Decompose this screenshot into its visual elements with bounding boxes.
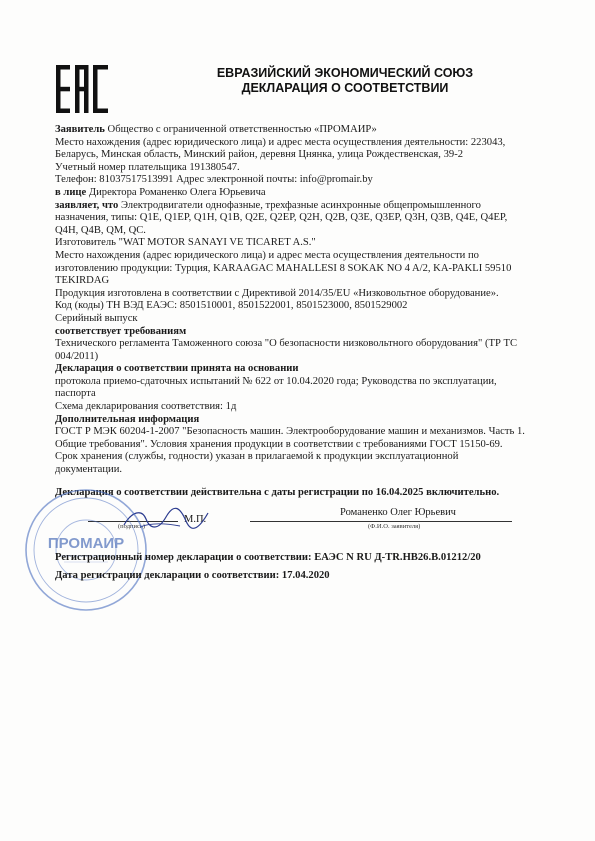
manufacturer-name: Изготовитель "WAT MOTOR SANAYI VE TICARET A.S." — [55, 237, 316, 249]
applicant-contacts: Телефон: 81037517513991 Адрес электронной почты: info@promair.by — [55, 174, 373, 186]
declares-text: Электродвигатели однофазные, трехфазные асинхронные общепромышленного — [118, 199, 481, 211]
applicant-name: Общество с ограниченной ответственностью «ПРОМАИР» — [104, 124, 377, 135]
additional-info-line-4: документации. — [55, 464, 123, 476]
eac-mark-logo — [55, 64, 109, 114]
customs-codes: Код (коды) ТН ВЭД ЕАЭС: 8501510001, 8501522001, 8501523000, 8501529002 — [55, 300, 408, 312]
registration-date-label: Дата регистрации декларации о соответствии: — [55, 570, 282, 581]
header-declaration-title: ДЕКЛАРАЦИЯ О СООТВЕТСТВИИ — [241, 81, 449, 95]
applicant-label: Заявитель — [55, 124, 105, 135]
basis-label: Декларация о соответствии принята на основании — [55, 363, 299, 375]
applicant-representative — [55, 187, 550, 200]
registration-date-line — [55, 570, 330, 581]
conformity-line-2: 004/2011) — [55, 350, 99, 362]
additional-info-line-2: Общие требования". Условия хранения продукции в соответствии с требованиями ГОСТ 15150-69. — [55, 438, 503, 450]
in-person-label: в лице — [55, 186, 87, 198]
additional-info-label: Дополнительная информация — [55, 413, 200, 425]
signatory-name: Романенко Олег Юрьевич — [340, 507, 456, 518]
basis-line-2: паспорта — [55, 388, 96, 400]
manufacturer-address-1: Место нахождения (адрес юридического лица) и адрес места осуществления деятельности по — [55, 249, 479, 261]
registration-number-line — [55, 552, 481, 563]
additional-info-line-3: Срок хранения (службы, годности) указан в прилагаемой к продукции эксплуатационной — [55, 451, 459, 463]
applicant-tax-id: Учетный номер плательщика 191380547. — [55, 161, 240, 173]
registration-date: 17.04.2020 — [281, 570, 330, 581]
declares-line-1 — [55, 200, 550, 213]
validity-statement: Декларация о соответствии действительна с даты регистрации по 16.04.2025 включительно. — [55, 486, 500, 498]
applicant-address-2: Беларусь, Минская область, Минский район, деревня Цнянка, улица Рождественская, 39-2 — [55, 149, 464, 161]
document-header — [175, 66, 515, 96]
header-union-title: ЕВРАЗИЙСКИЙ ЭКОНОМИЧЕСКИЙ СОЮЗ — [216, 66, 474, 80]
registration-number-label: Регистрационный номер декларации о соответствии: — [55, 552, 315, 563]
declares-label: заявляет, что — [55, 199, 119, 211]
applicant-address-1: Место нахождения (адрес юридического лица) и адрес места осуществления деятельности: 223043, — [55, 136, 506, 148]
signature-caption: (подпись) — [118, 523, 145, 530]
applicant-line — [55, 124, 550, 137]
declares-line-3: Q4H, Q4B, QM, QC. — [55, 224, 146, 236]
declaration-scheme: Схема декларирования соответствия: 1д — [55, 401, 237, 413]
manufacturer-address-2: изготовлению продукции: Турция, KARAAGAC MAHALLESI 8 SOKAK NO 4 A/2, KA-PAKLI 59510 — [55, 262, 512, 274]
conformity-line-1: Технического регламента Таможенного союза "О безопасности низковольтного оборудования" (ТР ТС — [55, 338, 518, 350]
name-caption: (Ф.И.О. заявителя) — [368, 523, 421, 530]
name-line — [250, 521, 512, 522]
conformity-label: соответствует требованиям — [55, 325, 187, 337]
additional-info-line-1: ГОСТ Р МЭК 60204-1-2007 "Безопасность машин. Электрооборудование машин и механизмов. Часть 1. — [55, 426, 525, 438]
stamp-company-name: ПРОМАИР — [47, 535, 125, 552]
declares-line-2: назначения, типы: Q1E, Q1EP, Q1H, Q1B, Q2E, Q2EP, Q2H, Q2B, Q3E, Q3EP, Q3H, Q3B, Q4E, Q4EP, — [55, 212, 508, 224]
registration-number: ЕАЭС N RU Д-TR.НВ26.В.01212/20 — [314, 552, 481, 563]
mp-label: М.П. — [184, 514, 207, 525]
manufacturer-address-3: TEKIRDAG — [55, 275, 110, 287]
basis-line-1: протокола приемо-сдаточных испытаний № 622 от 10.04.2020 года; Руководства по эксплуатации, — [55, 375, 497, 387]
release-type: Серийный выпуск — [55, 312, 138, 324]
declaration-body — [55, 124, 550, 499]
in-person-name: Директора Романенко Олега Юрьевича — [86, 186, 266, 198]
manufacturer-directive: Продукция изготовлена в соответствии с Директивой 2014/35/EU «Низковольтное оборудование». — [55, 287, 499, 299]
company-stamp — [20, 484, 152, 616]
